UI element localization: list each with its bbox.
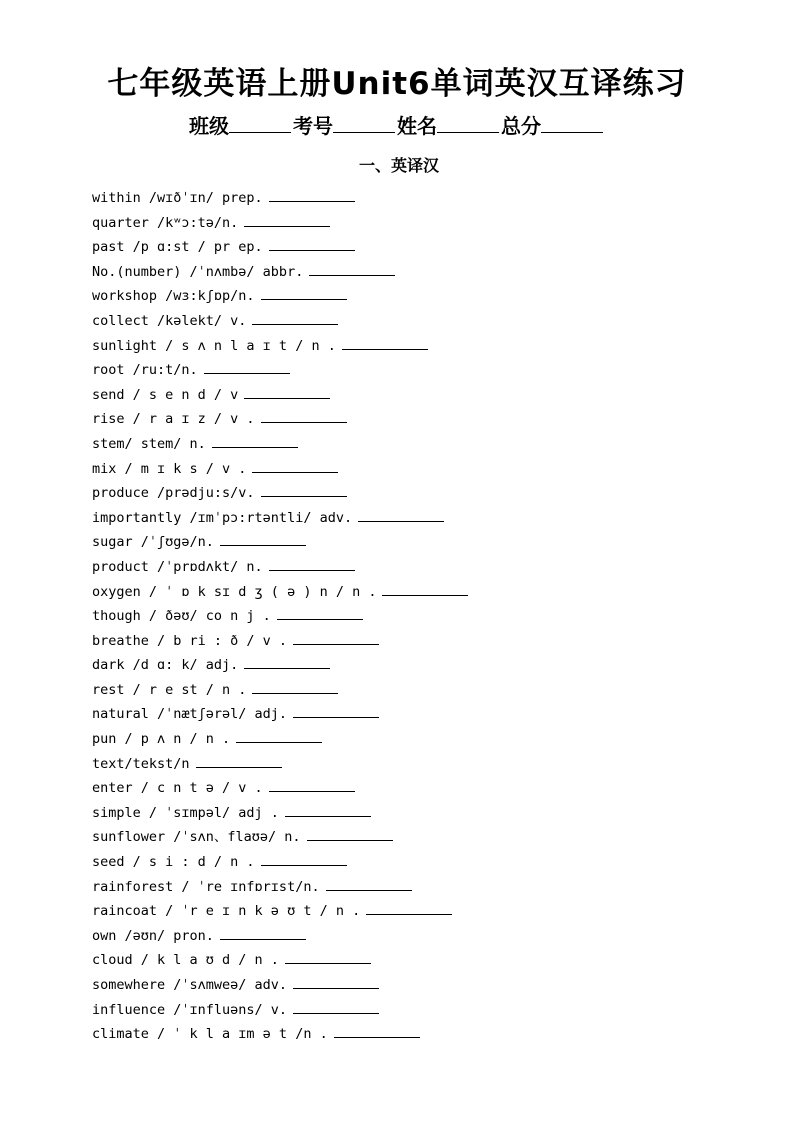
answer-blank bbox=[358, 507, 444, 522]
list-item bbox=[92, 948, 468, 973]
list-item bbox=[92, 407, 468, 432]
word-text: raincoat / ˈr e ɪ n k ə ʊ t / n . bbox=[92, 903, 361, 920]
answer-blank bbox=[285, 949, 371, 964]
answer-blank bbox=[196, 753, 282, 768]
list-item bbox=[92, 998, 468, 1023]
word-text: rise / r a ɪ z / v . bbox=[92, 411, 255, 428]
answer-blank bbox=[220, 925, 306, 940]
answer-blank bbox=[366, 900, 452, 915]
list-item bbox=[92, 801, 468, 826]
answer-blank bbox=[236, 728, 322, 743]
list-item bbox=[92, 850, 468, 875]
score-field bbox=[501, 110, 605, 139]
answer-blank bbox=[307, 826, 393, 841]
answer-blank bbox=[269, 236, 355, 251]
list-item bbox=[92, 432, 468, 457]
answer-blank bbox=[252, 458, 338, 473]
word-text: influence /ˈɪnfluəns/ v. bbox=[92, 1001, 288, 1018]
word-text: oxygen / ˈ ɒ k sɪ d ʒ ( ə ) n / n . bbox=[92, 583, 377, 600]
word-text: within /wɪðˈɪn/ prep. bbox=[92, 190, 263, 206]
answer-blank bbox=[261, 408, 347, 423]
section-title: 一、英译汉 bbox=[358, 156, 439, 175]
score-blank bbox=[541, 114, 603, 133]
word-text: text/tekst/n bbox=[92, 755, 190, 772]
answer-blank bbox=[277, 605, 363, 620]
word-text: dark /d ɑ: k/ adj. bbox=[92, 657, 239, 674]
word-text: sugar /ˈʃʊgə/n. bbox=[92, 534, 214, 551]
word-text: own /əʊn/ pron. bbox=[92, 927, 214, 944]
word-text: mix / m ɪ k s / v . bbox=[92, 460, 247, 477]
answer-blank bbox=[269, 556, 355, 571]
list-item bbox=[92, 752, 468, 777]
word-text: natural /ˈnætʃərəl/ adj. bbox=[92, 706, 288, 723]
list-item bbox=[92, 653, 468, 678]
list-item bbox=[92, 186, 468, 211]
answer-blank bbox=[212, 433, 298, 448]
answer-blank bbox=[285, 802, 371, 817]
word-text: stem/ stem/ n. bbox=[92, 435, 206, 452]
list-item bbox=[92, 284, 468, 309]
word-text: sunflower /ˈsʌn、flaʊə/ n. bbox=[92, 829, 301, 846]
class-blank bbox=[229, 114, 291, 133]
answer-blank bbox=[252, 679, 338, 694]
exam-number-field bbox=[293, 110, 397, 139]
word-text: past /p ɑ:st / pr ep. bbox=[92, 239, 263, 256]
list-item bbox=[92, 776, 468, 801]
list-item bbox=[92, 825, 468, 850]
answer-blank bbox=[269, 187, 355, 202]
answer-blank bbox=[342, 335, 428, 350]
answer-blank bbox=[382, 581, 468, 596]
answer-blank bbox=[244, 654, 330, 669]
word-text: enter / c n t ə / v . bbox=[92, 780, 263, 797]
word-text: quarter /kʷɔ:tə/n. bbox=[92, 214, 239, 231]
list-item bbox=[92, 530, 468, 555]
answer-blank bbox=[244, 212, 330, 227]
list-item bbox=[92, 604, 468, 629]
list-item bbox=[92, 924, 468, 949]
list-item bbox=[92, 235, 468, 260]
word-text: rainforest / ˈre ɪnfɒrɪst/n. bbox=[92, 878, 320, 895]
list-item bbox=[92, 678, 468, 703]
list-item bbox=[92, 481, 468, 506]
word-text: seed / s i : d / n . bbox=[92, 854, 255, 871]
list-item bbox=[92, 702, 468, 727]
class-label: 班级 bbox=[189, 114, 229, 138]
exam-number-label: 考号 bbox=[293, 114, 333, 138]
score-label: 总分 bbox=[501, 114, 541, 138]
answer-blank bbox=[269, 777, 355, 792]
list-item bbox=[92, 211, 468, 236]
list-item bbox=[92, 899, 468, 924]
answer-blank bbox=[293, 974, 379, 989]
list-item bbox=[92, 555, 468, 580]
word-text: send / s e n d / v bbox=[92, 386, 239, 403]
answer-blank bbox=[261, 851, 347, 866]
list-item bbox=[92, 506, 468, 531]
name-blank bbox=[437, 114, 499, 133]
exam-number-blank bbox=[333, 114, 395, 133]
answer-blank bbox=[220, 531, 306, 546]
list-item bbox=[92, 457, 468, 482]
word-text: workshop /wɜ:kʃɒp/n. bbox=[92, 288, 255, 305]
answer-blank bbox=[244, 384, 330, 399]
name-label: 姓名 bbox=[397, 114, 437, 138]
answer-blank bbox=[252, 310, 338, 325]
word-text: simple / ˈsɪmpəl/ adj . bbox=[92, 804, 279, 821]
answer-blank bbox=[293, 630, 379, 645]
word-text: importantly /ɪmˈpɔ:rtəntli/ adv. bbox=[92, 509, 353, 526]
answer-blank bbox=[204, 359, 290, 374]
word-text: sunlight / s ʌ n l a ɪ t / n . bbox=[92, 337, 336, 354]
answer-blank bbox=[261, 482, 347, 497]
page-title: 七年级英语上册Unit6单词英汉互译练习 bbox=[107, 66, 687, 102]
word-text: rest / r e st / n . bbox=[92, 681, 247, 698]
word-text: pun / p ʌ n / n . bbox=[92, 731, 231, 748]
word-list bbox=[92, 186, 468, 1047]
list-item bbox=[92, 383, 468, 408]
list-item bbox=[92, 1022, 468, 1047]
answer-blank bbox=[293, 703, 379, 718]
list-item bbox=[92, 875, 468, 900]
word-text: root /ru:t/n. bbox=[92, 362, 198, 379]
list-item bbox=[92, 973, 468, 998]
word-text: produce /prədju:s/v. bbox=[92, 485, 255, 502]
list-item bbox=[92, 260, 468, 285]
word-text: breathe / b ri : ð / v . bbox=[92, 632, 288, 649]
word-text: product /ˈprɒdʌkt/ n. bbox=[92, 558, 263, 575]
student-info-line bbox=[0, 110, 794, 139]
list-item bbox=[92, 580, 468, 605]
list-item bbox=[92, 334, 468, 359]
word-text: climate / ˈ k l a ɪm ə t /n . bbox=[92, 1026, 328, 1043]
list-item bbox=[92, 727, 468, 752]
list-item bbox=[92, 358, 468, 383]
answer-blank bbox=[326, 876, 412, 891]
word-text: cloud / k l a ʊ d / n . bbox=[92, 952, 279, 969]
class-field bbox=[189, 110, 293, 139]
list-item bbox=[92, 309, 468, 334]
word-text: collect /kəlekt/ v. bbox=[92, 312, 247, 329]
answer-blank bbox=[293, 999, 379, 1014]
answer-blank bbox=[309, 261, 395, 276]
answer-blank bbox=[334, 1023, 420, 1038]
word-text: somewhere /ˈsʌmweə/ adv. bbox=[92, 977, 288, 993]
answer-blank bbox=[261, 285, 347, 300]
word-text: though / ðəʊ/ co n j . bbox=[92, 608, 271, 625]
word-text: No.(number) /ˈnʌmbə/ abbr. bbox=[92, 263, 304, 280]
name-field bbox=[397, 110, 501, 139]
list-item bbox=[92, 629, 468, 654]
